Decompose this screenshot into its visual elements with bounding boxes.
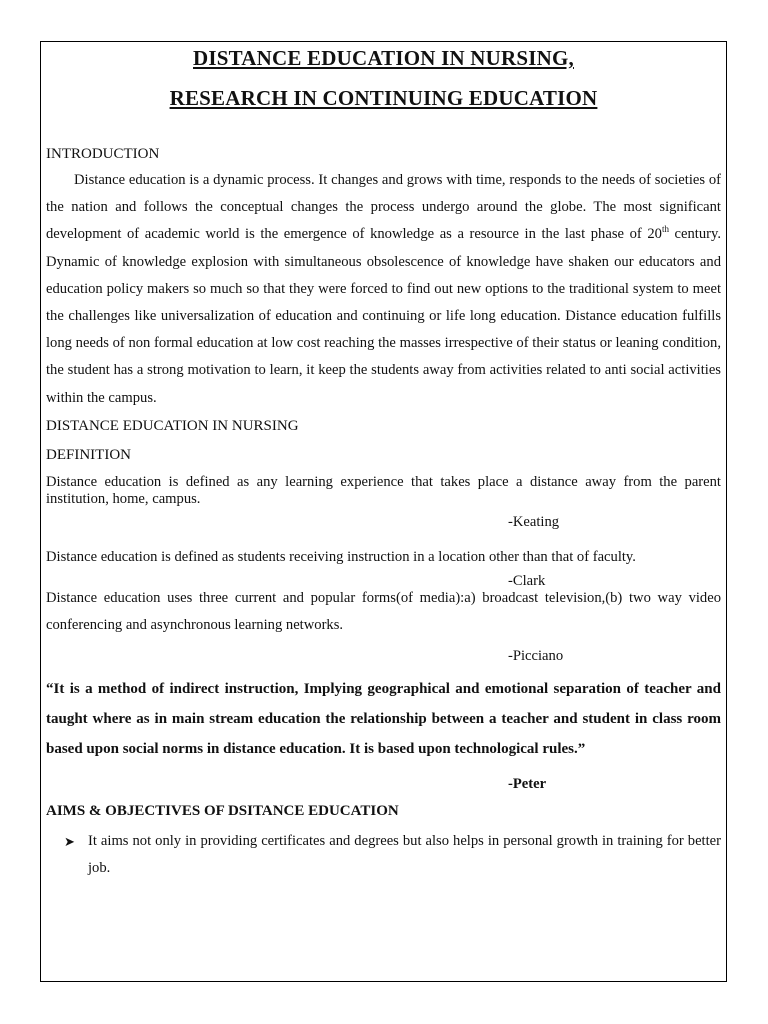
definition-text-3: Distance education uses three current and popular forms(of media):a) broadcast television,(b) two way video conferencing and asynchronous learning networks.	[46, 589, 721, 634]
definition-text-2: Distance education is defined as students receiving instruction in a location other than that of faculty.	[46, 548, 636, 565]
introduction-superscript: th	[661, 224, 669, 235]
aims-heading: AIMS & OBJECTIVES OF DSITANCE EDUCATION	[46, 803, 399, 820]
definition-heading: DEFINITION	[46, 446, 131, 463]
introduction-heading: INTRODUCTION	[46, 146, 160, 162]
definition-author-2: -Clark	[508, 572, 546, 589]
quote-text: “It is a method of indirect instruction, Implying geographical and emotional separation of teacher and taught where as in main stream education the relationship between a teacher and student in class room based upon social norms in distance education. It is based upon technological rules.”	[46, 681, 721, 758]
document-body	[46, 44, 721, 883]
introduction-paragraph	[46, 167, 721, 412]
document-title-line1: DISTANCE EDUCATION IN NURSING,	[193, 46, 574, 70]
introduction-text-part1: Distance education is a dynamic process. It changes and grows with time, responds to the needs of societies of the nation and follows the conceptual changes the process undergo around the globe. The most significant development of academic world is the emergence of knowledge as a resource in the last phase of 20	[46, 172, 721, 243]
document-title-line2: RESEARCH IN CONTINUING EDUCATION	[169, 86, 598, 110]
section-heading-distance-education-nursing: DISTANCE EDUCATION IN NURSING	[46, 417, 299, 434]
introduction-text-part2: century. Dynamic of knowledge explosion with simultaneous obsolescence of knowledge have shaken our educators and education policy makers so much so that they were forced to find out new options to the traditional system to meet the challenges like universalization of education and continuing or life long education. Distance education fulfills long needs of non formal education at low cost reaching the masses irrespective of their status or leaning condition, the student has a strong motivation to learn, it keep the students away from activities related to anti social activities within the campus.	[46, 226, 722, 406]
definition-author-3: -Picciano	[508, 648, 564, 665]
quote-author: -Peter	[508, 776, 547, 793]
definition-text-1: Distance education is defined as any learning experience that takes place a distance away from the parent institution, home, campus.	[46, 473, 721, 507]
bullet-text: It aims not only in providing certificates and degrees but also helps in personal growth in training for better job.	[88, 833, 721, 877]
definition-author-1: -Keating	[508, 513, 560, 530]
bullet-item	[46, 828, 721, 882]
arrowhead-bullet-icon: ➤	[64, 834, 75, 850]
